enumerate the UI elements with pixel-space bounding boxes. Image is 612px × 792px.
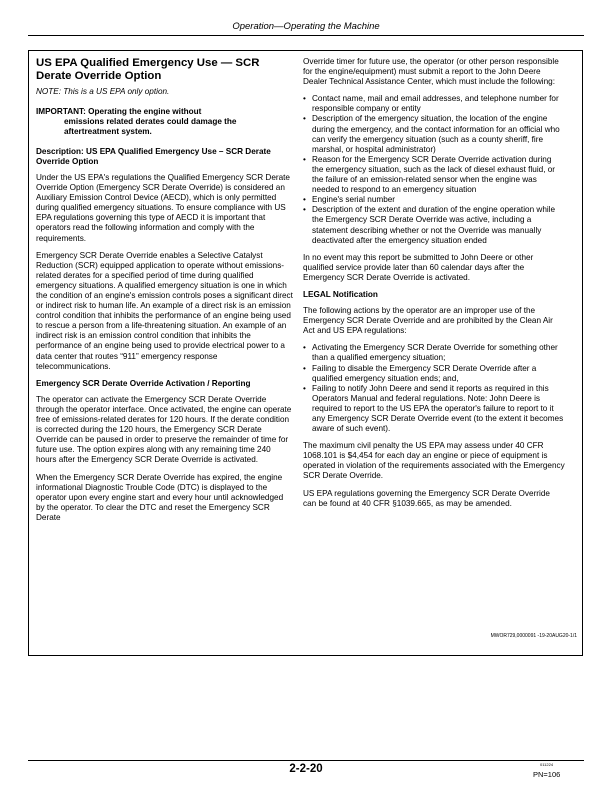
list-item: • Failing to notify John Deere and send it reports as required in this Operators Manual and federal regulations. Note: John Deere is required to report to the US EPA the operator's failure to report to it any Emergency SCR Derate Override event (to the extent it becomes aware of such event).	[303, 384, 565, 434]
section-title: US EPA Qualified Emergency Use — SCR Derate Override Option	[36, 57, 260, 83]
list-item: • Reason for the Emergency SCR Derate Override activation during the emergency situation, such as the lack of diesel exhaust fluid, or the failure of an emission-related sensor when the engine was needed to respond to an emergency situation	[303, 155, 565, 195]
footer-rule	[28, 760, 584, 761]
pn-number: PN=106	[533, 770, 561, 779]
paragraph-legal-intro: The following actions by the operator are an improper use of the Emergency SCR Derate Override and are prohibited by the Clean Air Act and US EPA regulations:	[303, 306, 553, 336]
paragraph-deadline: In no event may this report be submitted to John Deere or other qualified service provide later than 60 calendar days after the Emergency SCR Derate Override is activated.	[303, 252, 534, 282]
paragraph-expired: When the Emergency SCR Derate Override has expired, the engine informational Diagnostic Trouble Code (DTC) is displayed to the operator upon every engine start and every hour until acknowledged by the operator. To clear the DTC and reset the Emergency SCR Derate	[36, 472, 284, 522]
paragraph-penalty: The maximum civil penalty the US EPA may assess under 40 CFR 1068.101 is $4,454 for each day an engine or piece of equipment is operated in violation of the requirements associated with the Emergency SCR Derate Override.	[303, 441, 565, 481]
prohibited-actions-list	[303, 343, 565, 434]
left-column	[36, 57, 293, 530]
important-lead: IMPORTANT: Operating the engine without	[36, 106, 202, 116]
paragraph-activation: The operator can activate the Emergency SCR Derate Override through the operator interface. Once activated, the engine can operate free of emissions-related derates for 120 hours. If the derate condition is corrected during the 120 hours, the Emergency SCR Derate Override can be paused in order to preserve the remainder of time for future use. The option expires along with any remaining time 240 hours after the Emergency SCR Derate Override is activated.	[36, 394, 292, 465]
page-number: 2-2-20	[289, 763, 323, 775]
paragraph-report: Override timer for future use, the operator (or other person responsible for the engine/equipment) must submit a report to the John Deere Dealer Technical Assistance Center, which must include the following:	[303, 57, 559, 87]
list-item: • Description of the emergency situation, the location of the engine during the emergency, and the contact information for an official who can verify the emergency situation (such as a county sheriff, fire marshal, or hospital administrator)	[303, 114, 565, 154]
paragraph-emergency-override: Emergency SCR Derate Override enables a Selective Catalyst Reduction (SCR) equipped application to operate without emissions-related derates for a specified period of time during qualified emergency situations. A qualified emergency situation is one in which the condition of an engine's emission controls poses a significant direct or indirect risk to human life. An example of a direct risk is an emission control condition that inhibits the performance of an engine being used to rescue a person from a life-threatening situation. An example of an indirect risk is an emission control condition that inhibits the performance of an engine being used to provide electrical power to a data center that routes “911” emergency response telecommunications.	[36, 250, 293, 371]
paragraph-aecd: Under the US EPA's regulations the Qualified Emergency SCR Derate Override Option (Emergency SCR Derate Override) is considered an Auxiliary Emission Control Device (AECD), which is only permitted during qualified emergency situations. To ensure compliance with US EPA regulations governing this type of AECD it is important that operators read the following information and comply with the requirements.	[36, 172, 290, 243]
note: NOTE: This is a US EPA only option.	[36, 87, 170, 97]
running-header: Operation—Operating the Machine	[232, 21, 380, 32]
list-item: • Failing to disable the Emergency SCR Derate Override after a qualified emergency situation ends; and,	[303, 364, 565, 384]
report-requirements-list	[303, 94, 565, 245]
header-rule	[28, 35, 584, 36]
legal-heading: LEGAL Notification	[303, 289, 378, 299]
list-item: • Description of the extent and duration of the engine operation while the Emergency SCR Derate Override was active, including a statement describing whether or not the Override was manually deactivated after the emergency situation ended	[303, 205, 565, 245]
paragraph-regulations: US EPA regulations governing the Emergency SCR Derate Override can be found at 40 CFR §1039.665, as may be amended.	[303, 488, 550, 508]
important-rest: emissions related derates could damage the aftertreatment system.	[64, 116, 237, 136]
print-code: 011224	[540, 762, 554, 767]
list-item: • Activating the Emergency SCR Derate Override for something other than a qualified emergency situation;	[303, 343, 565, 363]
description-heading: Description: US EPA Qualified Emergency Use – SCR Derate Override Option	[36, 146, 271, 166]
reference-code: MWOR729,0000091 -19-20AUG20-1/1	[490, 633, 577, 639]
list-item: • Engine's serial number	[303, 195, 565, 205]
right-column	[303, 57, 565, 516]
activation-heading: Emergency SCR Derate Override Activation / Reporting	[36, 378, 251, 388]
list-item: • Contact name, mail and email addresses, and telephone number for responsible company or entity	[303, 94, 565, 114]
important-notice	[36, 107, 293, 137]
